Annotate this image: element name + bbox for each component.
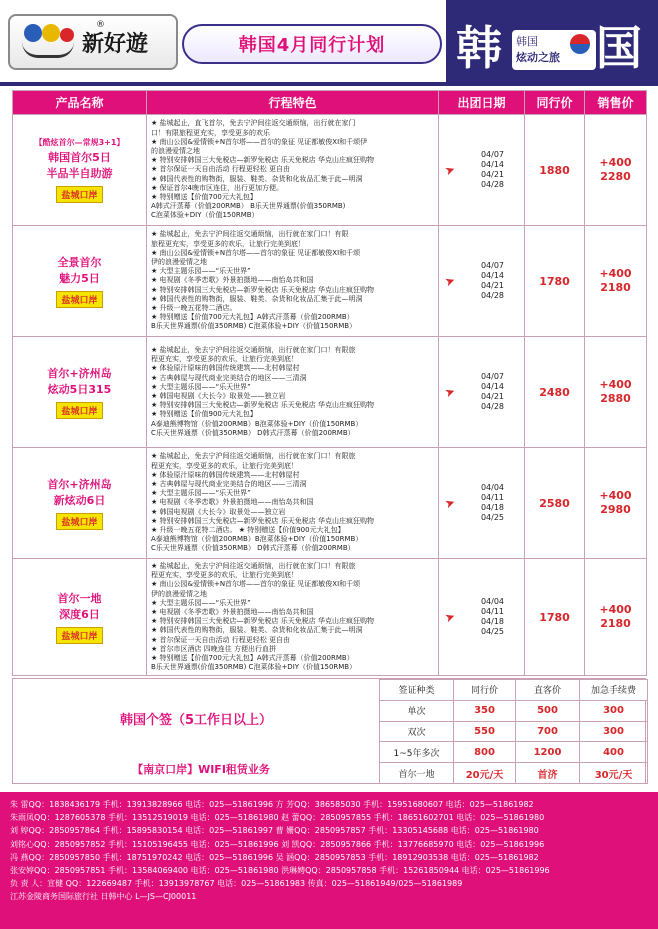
contact-row: 刘 婷QQ：2850957864 手机：15895830154 电话：025—51861997 曹 姗QQ：2850957857 手机：13305145688 电话：025—51861980: [10, 826, 539, 836]
visa-peer-price: 550: [454, 721, 516, 742]
sale-price-line: 2880: [600, 392, 631, 405]
feature-line: 程更充实，享受更多的欢乐，让旅行完美到底！: [151, 461, 298, 470]
product-name-cell: [13, 559, 147, 676]
title-banner: [182, 24, 442, 64]
visa-direct-price: 1200: [516, 742, 580, 763]
header-departure-date: 出团日期: [439, 91, 525, 115]
departure-port-badge: 盐城口岸: [56, 291, 102, 308]
kids-mascot-icon: [20, 22, 78, 62]
feature-line: B乐天世界通票(价值350RMB) C泡菜体验+DIY（价值150RMB）: [151, 663, 357, 672]
visa-type: 单次: [380, 700, 454, 721]
page-title: 韩国4月同行计划: [238, 35, 386, 56]
feature-line: ★ 大型主题乐园——“乐天世界”: [151, 382, 251, 391]
table-header-row: [13, 91, 647, 115]
visa-row: [380, 742, 648, 763]
departure-port-badge: 盐城口岸: [56, 513, 102, 530]
peer-price: 2480: [525, 337, 585, 448]
sale-price-line: 2180: [600, 281, 631, 294]
departure-date: 04/04: [480, 482, 505, 492]
header-divider: [0, 82, 658, 86]
feature-line: 旅程更充实，享受更多的欢乐，让旅行完美到底！: [151, 239, 305, 248]
departure-port-badge: 盐城口岸: [56, 186, 102, 203]
feature-line: ★ 特别安排韩国三大免税店—新罗免税店 乐天免税店 华克山庄疯狂购物: [151, 617, 374, 626]
manager-row: 负 责 人：宣健 QQ：122669487 手机：13913978767 电话：025—51861983 传真：025—51861949/025—51861989: [10, 879, 463, 889]
visa-peer-price: 800: [454, 742, 516, 763]
product-name-cell: [13, 448, 147, 559]
departure-dates-cell: [439, 226, 525, 337]
visa-type: 双次: [380, 721, 454, 742]
feature-line: ★ 大型主题乐园——“乐天世界”: [151, 598, 251, 607]
feature-line: ★ 特别安排韩国三大免税店—新罗免税店 乐天免税店 华克山庄疯狂购物: [151, 401, 374, 410]
feature-line: ★ 首尔保证一天自由活动 行程更轻松 更自由: [151, 165, 290, 174]
product-rows: [13, 115, 647, 676]
header-peer-price: 同行价: [525, 91, 585, 115]
product-name-cell: [13, 226, 147, 337]
korea-tag-line1: 韩国: [516, 35, 538, 48]
feature-line: A泰迪熊博物馆（价值200RMB）B泡菜体验+DIY（价值150RMB）: [151, 535, 363, 544]
peer-price: 2580: [525, 448, 585, 559]
product-row: [13, 115, 647, 226]
visa-type: 1~5年多次: [380, 742, 454, 763]
contact-row: 冯 燕QQ：2850957850 手机：18751970242 电话：025—51861996 吴 涵QQ：2850957853 手机：18912903538 电话：025—51861982: [10, 852, 539, 862]
visa-direct-price: 700: [516, 721, 580, 742]
departure-dates-cell: [439, 448, 525, 559]
visa-left-panel: [13, 679, 379, 783]
departure-date: 04/07: [480, 149, 505, 159]
departure-date: 04/25: [480, 512, 505, 522]
feature-line: 伊的浪漫爱情之地: [151, 257, 207, 266]
airline-icon: ➤: [442, 383, 458, 401]
visa-direct-price: 首济: [516, 763, 580, 784]
airline-icon: ➤: [442, 272, 458, 290]
product-name-line: 首尔一地: [57, 591, 102, 605]
agency-logo: [8, 14, 178, 70]
feature-line: ★ 大型主题乐园——“乐天世界”: [151, 267, 251, 276]
visa-rush-fee: 30元/天: [580, 763, 648, 784]
feature-line: ★ 韩国电视剧《大长今》取景处——独立岩: [151, 507, 286, 516]
visa-title: 韩国个签（5工作日以上）: [119, 713, 273, 728]
korea-char-right: 国: [596, 21, 642, 75]
product-row: [13, 448, 647, 559]
itinerary-features: [147, 115, 439, 226]
page-header: [0, 0, 658, 82]
departure-date: 04/25: [480, 626, 505, 636]
departure-dates-cell: [439, 115, 525, 226]
date-list: [481, 483, 504, 523]
date-list: [481, 150, 504, 190]
date-list: [481, 597, 504, 637]
departure-date: 04/18: [480, 502, 505, 512]
departure-date: 04/11: [480, 492, 505, 502]
departure-date: 04/07: [480, 371, 505, 381]
logo-text: 新好遊: [82, 30, 149, 57]
feature-line: C泡菜体验+DIY（价值150RMB）: [151, 211, 259, 220]
departure-date: 04/28: [480, 179, 505, 189]
contact-footer: [0, 792, 658, 929]
product-row: [13, 337, 647, 448]
feature-line: A泰迪熊博物馆（价值200RMB）B泡菜体验+DIY（价值150RMB）: [151, 419, 363, 428]
feature-line: ★ 特别赠送【价值900元大礼包】: [151, 410, 257, 419]
sale-price-cell: [585, 448, 647, 559]
product-name-line: 全景首尔: [57, 255, 102, 269]
feature-line: ★ 特别赠送【价值700元大礼包】A韩式汗蒸幕（价值200RMB）: [151, 654, 354, 663]
departure-port-badge: 盐城口岸: [56, 402, 102, 419]
feature-line: B乐天世界通票(价值350RMB) C泡菜体验+DIY（价值150RMB）: [151, 322, 357, 331]
product-name-line: 深度6日: [59, 607, 100, 621]
product-row: [13, 226, 647, 337]
feature-line: 程更充实，享受更多的欢乐，让旅行完美到底！: [151, 355, 298, 364]
sale-price-cell: [585, 559, 647, 676]
feature-line: ★ 特别安排韩国三大免税店—新罗免税店 乐天免税店 华克山庄疯狂购物: [151, 156, 374, 165]
product-name-line: 新炫动6日: [53, 493, 106, 507]
korea-tag-line2: 炫动之旅: [516, 51, 560, 64]
departure-date: 04/21: [480, 169, 505, 179]
visa-rush-fee: 300: [580, 700, 648, 721]
visa-row: [380, 763, 648, 784]
feature-line: ★ 盐城起止，免去宁沪间往返交通烦恼，出行就在家门口！有限旅: [151, 562, 356, 570]
peer-price: 1780: [525, 559, 585, 676]
visa-header-type: 签证种类: [380, 680, 454, 701]
departure-date: 04/28: [480, 290, 505, 300]
product-table: [12, 90, 647, 676]
date-list: [481, 372, 504, 412]
feature-line: ★ 大型主题乐园——“乐天世界”: [151, 489, 251, 498]
feature-line: ★ 电视剧《冬季恋歌》外景拍摄地——南怡岛共和国: [151, 276, 314, 285]
itinerary-features: [147, 337, 439, 448]
product-table-wrap: [12, 90, 646, 676]
feature-line: ★ 特别赠送【价值700元大礼包】A韩式汗蒸幕（价值200RMB）: [151, 313, 354, 322]
departure-date: 04/04: [480, 596, 505, 606]
feature-line: C乐天世界通票（价值350RMB） D韩式汗蒸幕（价值200RMB）: [151, 544, 355, 553]
visa-peer-price: 20元/天: [454, 763, 516, 784]
contact-row: 朱 雷QQ：1838436179 手机：13913828966 电话：025—51861996 方 芳QQ：386585030 手机：15951680607 电话：025—51861982: [10, 800, 534, 809]
itinerary-features: [147, 559, 439, 676]
departure-date: 04/07: [480, 260, 505, 270]
sale-price-line: +400: [599, 489, 632, 502]
airline-icon: ➤: [442, 161, 458, 179]
visa-price-table: [379, 679, 648, 784]
feature-line: ★ 韩国代表性的购物街，服装、鞋类、杂货和化妆品汇集于此—明洞: [151, 174, 363, 183]
feature-line: ★ 特别安排韩国三大免税店—新罗免税店 乐天免税店 华克山庄疯狂购物: [151, 285, 374, 294]
visa-header-row: [380, 680, 648, 701]
departure-date: 04/21: [480, 280, 505, 290]
departure-date: 04/21: [480, 391, 505, 401]
feature-line: ★ 盐城起止，免去宁沪间往返交通烦恼，出行就在家门口！有限: [151, 230, 349, 239]
peer-price: 1880: [525, 115, 585, 226]
feature-line: ★ 特别赠送【价值700元大礼包】: [151, 193, 257, 201]
registered-mark: ®: [96, 20, 105, 30]
departure-date: 04/14: [480, 270, 505, 280]
wifi-rental-label: 【南京口岸】WIFI租赁业务: [132, 763, 270, 776]
visa-header-direct: 直客价: [516, 680, 580, 701]
product-name-line: 首尔+济州岛: [47, 366, 112, 380]
contact-row: 刘铭心QQ：2850957852 手机：15105196455 电话：025—51861996 刘 凯QQ：2850957866 手机：13776685970 电话：025—51861996: [10, 839, 545, 849]
visa-row: [380, 700, 648, 721]
feature-line: ★ 南山公园&爱情锁+N首尔塔——首尔的象征 见证都敏俊XI和千颂伊: [151, 137, 368, 146]
product-row: [13, 559, 647, 676]
sale-price-line: 2280: [600, 170, 631, 183]
product-name-line: 魅力5日: [59, 271, 100, 285]
feature-line: ★ 保证首尔4晚市区连住，出行更加方便。: [151, 183, 283, 192]
feature-line: ★ 特别安排韩国三大免税店—新罗免税店 乐天免税店 华克山庄疯狂购物: [151, 516, 374, 525]
departure-dates-cell: [439, 559, 525, 676]
sale-price-line: +400: [599, 267, 632, 280]
visa-section: [12, 678, 646, 784]
visa-header-peer: 同行价: [454, 680, 516, 701]
departure-date: 04/14: [480, 159, 505, 169]
feature-line: ★ 升级一晚五花特二酒店。: [151, 304, 237, 312]
visa-rush-fee: 300: [580, 721, 648, 742]
korea-tour-label: [512, 30, 596, 70]
visa-header-rush: 加急手续费: [580, 680, 648, 701]
departure-date: 04/11: [480, 606, 505, 616]
feature-line: ★ 南山公园&爱情锁+N首尔塔——首尔的象征 见证都敏俊XI和千颂: [151, 248, 361, 257]
feature-line: ★ 升级一晚五花特二酒店。 ★ 特别赠送【价值900元大礼包】: [151, 526, 345, 534]
departure-port-badge: 盐城口岸: [56, 627, 102, 644]
feature-line: ★ 古典韩屋与现代商业完美结合的地区——三清洞: [151, 479, 307, 488]
feature-line: ★ 首尔保证一天自由活动 行程更轻松 更自由: [151, 635, 290, 644]
departure-date: 04/28: [480, 401, 505, 411]
feature-line: ★ 体验原汁原味的韩国传统建筑——北村韩屋村: [151, 470, 300, 479]
visa-peer-price: 350: [454, 700, 516, 721]
sale-price-line: +400: [599, 603, 632, 617]
feature-line: C乐天世界通票（价值350RMB） D韩式汗蒸幕（价值200RMB）: [151, 428, 355, 437]
sale-price-line: +400: [599, 156, 632, 169]
sale-price-cell: [585, 115, 647, 226]
departure-dates-cell: [439, 337, 525, 448]
feature-line: ★ 体验原汁原味的韩国传统建筑——北村韩屋村: [151, 364, 300, 373]
feature-line: 程更充实，享受更多的欢乐，让旅行完美到底！: [151, 571, 298, 580]
peer-price: 1780: [525, 226, 585, 337]
visa-type: 首尔一地: [380, 763, 454, 784]
feature-line: ★ 南山公园&爱情锁+N首尔塔——首尔的象征 见证都敏俊XI和千颂: [151, 580, 361, 589]
visa-row: [380, 721, 648, 742]
feature-line: A韩式汗蒸幕（价值200RMB） B乐天世界通票(价值350RMB): [151, 202, 346, 211]
sale-price-cell: [585, 226, 647, 337]
feature-line: ★ 韩国代表性的购物街，服装、鞋类、杂货和化妆品汇集于此—明洞: [151, 294, 363, 303]
taegeuk-icon: [570, 34, 590, 54]
sale-price-line: +400: [599, 378, 632, 391]
contact-row: 朱雨凤QQ：1287605378 手机：13512519019 电话：025—51861980 赵 蕾QQ：2850957855 手机：18651602701 电话：025—51861980: [10, 813, 545, 823]
product-name-line: 首尔+济州岛: [47, 477, 112, 491]
visa-direct-price: 500: [516, 700, 580, 721]
feature-line: ★ 韩国代表性的购物街，服装、鞋类、杂货和化妆品汇集于此—明洞: [151, 626, 363, 635]
feature-line: 的浪漫爱情之地: [151, 146, 200, 155]
sale-price-line: 2180: [600, 617, 631, 631]
airline-icon: ➤: [442, 494, 458, 512]
contact-row: 张安婷QQ：2850957851 手机：13584069400 电话：025—51861980 洪琳娉QQ：2850957858 手机：15261850944 电话：025—51861996: [10, 866, 550, 876]
airline-icon: ➤: [442, 608, 458, 626]
departure-date: 04/18: [480, 616, 505, 626]
itinerary-features: [147, 448, 439, 559]
header-sale-price: 销售价: [585, 91, 647, 115]
feature-line: 口！有限旅程更充实，享受更多的欢乐: [151, 128, 270, 137]
feature-line: ★ 电视剧《冬季恋歌》外景拍摄地——南怡岛共和国: [151, 608, 314, 617]
header-itinerary: 行程特色: [147, 91, 439, 115]
departure-date: 04/14: [480, 381, 505, 391]
product-name-cell: [13, 337, 147, 448]
sale-price-line: 2980: [600, 503, 631, 516]
product-name-line: 炫动5日315: [47, 382, 112, 396]
feature-line: ★ 首尔市区酒店 四晚连住 方便出行血拼: [151, 644, 276, 653]
feature-line: 伊的浪漫爱情之地: [151, 589, 207, 598]
korea-brand-block: [446, 0, 658, 82]
feature-line: ★ 韩国电视剧《大长今》取景处——独立岩: [151, 392, 286, 400]
product-name-line: 韩国首尔5日: [48, 151, 111, 164]
visa-rush-fee: 400: [580, 742, 648, 763]
product-tagline: 【酷炫首尔—常规3+1】: [34, 138, 125, 147]
company-license: 江苏金陵商务国际旅行社 日韩中心 L—JS—CJ00011: [10, 892, 197, 902]
product-name-line: 半品半自助游: [46, 167, 113, 180]
feature-line: ★ 盐城起止，直飞首尔，免去宁沪间往返交通烦恼，出行就在家门: [151, 119, 356, 128]
product-name-cell: [13, 115, 147, 226]
itinerary-features: [147, 226, 439, 337]
feature-line: ★ 盐城起止，免去宁沪间往返交通烦恼，出行就在家门口！有限旅: [151, 345, 356, 354]
header-product-name: 产品名称: [13, 91, 147, 115]
feature-line: ★ 电视剧《冬季恋歌》外景拍摄地——南怡岛共和国: [151, 498, 314, 507]
date-list: [481, 261, 504, 301]
feature-line: ★ 古典韩屋与现代商业完美结合的地区——三清洞: [151, 373, 307, 382]
feature-line: ★ 盐城起止，免去宁沪间往返交通烦恼，出行就在家门口！有限旅: [151, 452, 356, 461]
sale-price-cell: [585, 337, 647, 448]
korea-char-left: 韩: [456, 21, 502, 75]
